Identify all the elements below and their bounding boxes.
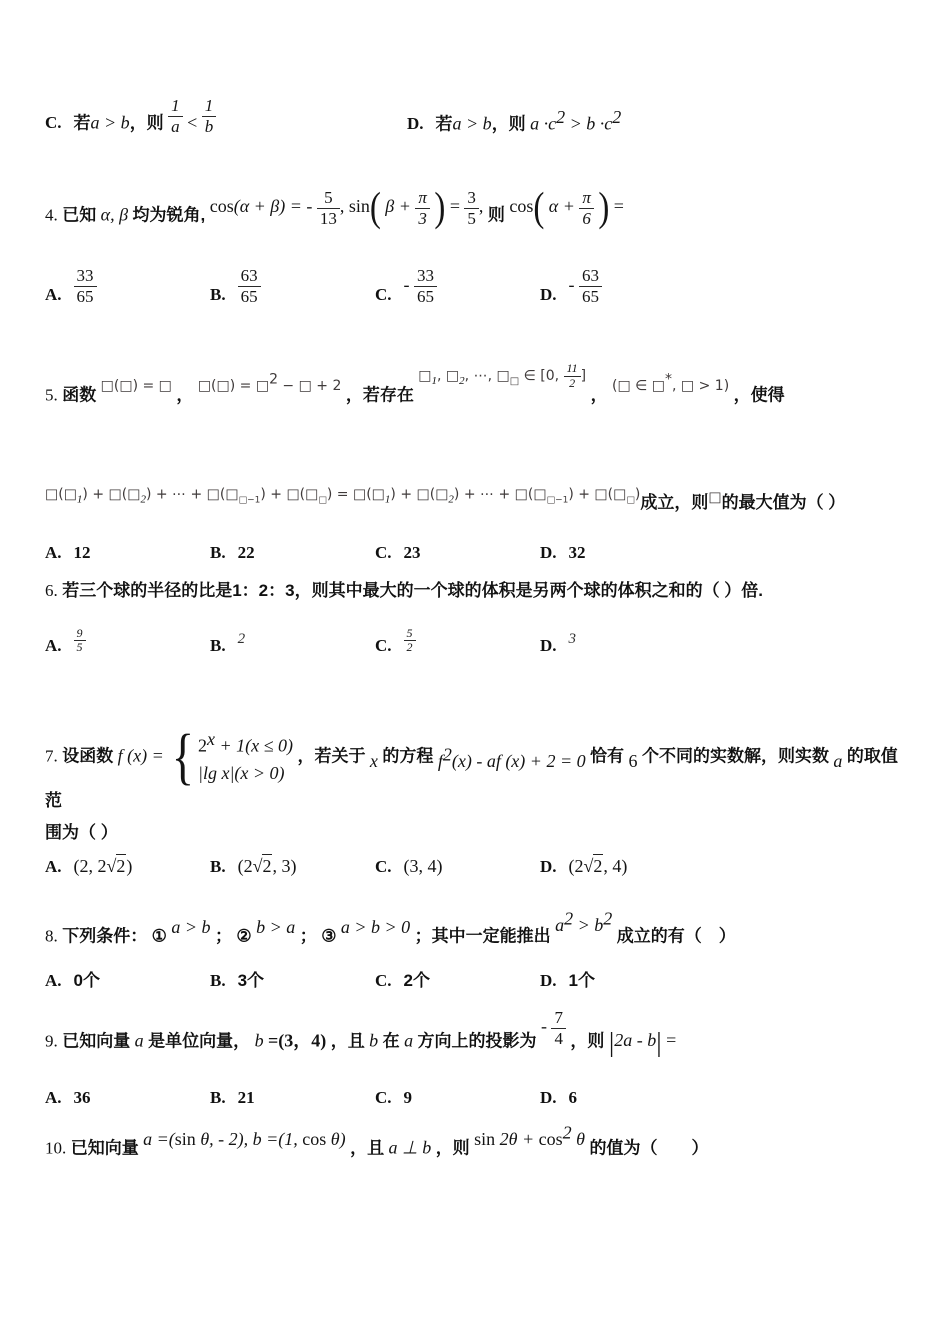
question-number: 5.	[45, 385, 58, 405]
a2-gt-b2: $a^2 > b^2$	[555, 909, 613, 936]
interval: (3, 4)	[403, 856, 443, 876]
n-condition: (□ ∈ □*, □ > 1)	[612, 372, 730, 395]
question-number: 9.	[45, 1031, 58, 1051]
equation-f2: $f^2(x)$ - af (x) + 2 = 0	[437, 744, 586, 772]
equation-tail: 成立，则□的最大值为（ ）	[640, 490, 846, 513]
sequence-domain: $□_1$, $□_2$, ⋯, $□_□$ ∈ [0, $\frac{11}{2}$ ]	[418, 361, 587, 390]
question-8-options	[45, 966, 910, 991]
abs-2a-minus-b: |2a - b| =	[608, 1027, 677, 1058]
case-1: $2^x + 1(x \le 0)$	[198, 729, 294, 756]
interval: (2, 2√2)	[73, 856, 133, 876]
option-b: B. 2	[210, 631, 246, 655]
fraction: $\frac{33}{65}$	[414, 266, 437, 306]
question-7-options	[45, 856, 910, 877]
question-10: 10. 已知向量 a =(sin θ, - 2), b =(1, cos θ) ，且 a ⊥ b ，则 $\sin 2\theta + \cos^2 \theta$ 的值为（ ）	[45, 1123, 709, 1158]
option-c: C. $\frac{5}{2}$	[375, 636, 540, 668]
question-9-options	[45, 1088, 910, 1108]
option-a: A. $\frac{33}{65}$	[45, 276, 210, 316]
option-c: C. (3, 4)	[375, 856, 443, 876]
question-6: 6. 若三个球的半径的比是1：2：3，则其中最大的一个球的体积是另两个球的体积之和的（ ）倍.	[45, 581, 764, 600]
option-d: D. - $\frac{63}{65}$	[540, 276, 910, 316]
fraction: $\frac{3}{5}$	[464, 188, 479, 228]
formula-g: □(□) = □$^2$ − □ + 2	[197, 372, 342, 395]
question-5-equation: $□(□_1)$ + $□(□_2)$ + ⋯ + $□(□_{□-1})$ + $□(□_□)$ = $□(□_1)$ + $□(□_2)$ + ⋯ + $□(□_{□-1})$ + $□(□_□)$成立，则□的最大值为（ ）	[45, 486, 846, 513]
circled-3: ③	[321, 926, 337, 946]
option-a: A. (2, 2√2)	[45, 856, 133, 876]
case-2: |lg x|(x > 0)	[198, 763, 285, 784]
prev-option-d	[407, 104, 910, 144]
option-label: C.	[45, 113, 62, 133]
question-number: 6.	[45, 581, 58, 600]
option-a: A. 12	[45, 543, 91, 562]
piecewise-cases: { $2^x + 1(x \le 0)$ |lg x|(x > 0)	[171, 723, 294, 792]
vectors-definition: a =(sin θ, - 2), b =(1, cos θ)	[143, 1129, 346, 1150]
option-a: A. 36	[45, 1088, 91, 1107]
fraction: $\frac{33}{65}$	[74, 266, 97, 306]
circled-1: ①	[151, 926, 167, 946]
fraction: $\frac{9}{5}$	[74, 627, 86, 654]
fraction: $\frac{63}{65}$	[238, 266, 261, 306]
option-b: B. 3个	[210, 971, 265, 990]
fraction: $\frac{\pi}{6}$	[579, 188, 594, 228]
option-d-text: 若a > b，则 $a \cdot c^2 > b \cdot c^2$	[435, 107, 622, 134]
prev-option-c	[45, 96, 407, 144]
option-c: C. - $\frac{33}{65}$	[375, 276, 540, 316]
question-5-options	[45, 543, 910, 563]
question-7: 7. 设函数 f (x) = { $2^x + 1(x \le 0)$ |lg x|(x > 0) ，若关于 x 的方程 $f^2(x)$ - af (x) + 2 = 0 恰有 6 个不同的实数解，则实数 a 的取值范	[45, 723, 898, 811]
option-a: A. $\frac{9}{5}$	[45, 636, 210, 668]
option-label: D.	[407, 114, 424, 134]
option-d: D. 3	[540, 631, 577, 655]
fraction: $\frac{5}{2}$	[404, 627, 416, 654]
option-c: C. 9	[375, 1088, 413, 1107]
question-9: 9. 已知向量 a 是单位向量， b =(3，4) ，且 b 在 a 方向上的投影为 - $\frac{7}{4}$ ，则 |2a - b| =	[45, 1008, 677, 1058]
option-c: C. 23	[375, 543, 421, 562]
interval: (2√2, 3)	[237, 856, 297, 876]
question-6-options	[45, 626, 910, 668]
formula-cos-alpha-pi6: cos( α + $\frac{\pi}{6}$ ) =	[509, 185, 624, 231]
question-number: 7.	[45, 746, 58, 766]
fraction: $\frac{7}{4}$	[551, 1008, 566, 1048]
interval: (2√2, 4)	[568, 856, 628, 876]
fraction: $\frac{5}{13}$	[317, 188, 340, 228]
question-4: 4. 已知 α, β 均为锐角, cos(α + β) = - $\frac{5}{13}$ , sin( β + $\frac{\pi}{3}$ ) = $\frac{3}{5}$ , 则 cos( α + $\frac{\pi}{6}$ ) =	[45, 185, 624, 231]
option-d: D. 1个	[540, 971, 595, 990]
fraction: $\frac{1}{a}$	[168, 96, 183, 136]
question-5: 5. 函数 □(□) = □ ， □(□) = □$^2$ − □ + 2 ，若存在 $□_1$, $□_2$, ⋯, $□_□$ ∈ [0, $\frac{11}{2}$ ] ， (□ ∈ □*, □ > 1) ，使得	[45, 361, 785, 405]
prev-question-options-row	[45, 96, 910, 144]
option-c: C. 2个	[375, 971, 430, 990]
fraction: $\frac{\pi}{3}$	[415, 188, 430, 228]
option-b: B. 21	[210, 1088, 255, 1107]
formula-f: □(□) = □	[100, 378, 172, 395]
fraction: $\frac{1}{b}$	[202, 96, 217, 136]
circled-2: ②	[236, 926, 252, 946]
option-b: B. $\frac{63}{65}$	[210, 276, 375, 316]
question-8: 8. 下列条件： ① a > b ； ② b > a ； ③ a > b > 0 ；其中一定能推出 $a^2 > b^2$ 成立的有（ ）	[45, 909, 736, 946]
target-expression: $\sin 2\theta + \cos^2 \theta$	[474, 1123, 585, 1150]
option-d: D. 6	[540, 1088, 578, 1107]
question-number: 10.	[45, 1138, 67, 1158]
question-number: 8.	[45, 926, 58, 946]
option-b: B. (2√2, 3)	[210, 856, 297, 876]
option-a: A. 0个	[45, 971, 100, 990]
fraction: $\frac{63}{65}$	[579, 266, 602, 306]
option-c-text: 若a > b，则 $\frac{1}{a}$ < $\frac{1}{b}$	[74, 104, 217, 144]
question-7-continued: 围为（ ）	[45, 823, 118, 842]
option-d: D. (2√2, 4)	[540, 856, 628, 876]
question-4-options	[45, 266, 910, 316]
option-d: D. 32	[540, 543, 586, 562]
option-b: B. 22	[210, 543, 255, 562]
formula-cos-alpha-beta: cos(α + β) = - $\frac{5}{13}$ , sin( β + $\frac{\pi}{3}$ ) = $\frac{3}{5}$ ,	[209, 185, 484, 231]
fraction: $\frac{11}{2}$	[564, 362, 581, 389]
projection-value: - $\frac{7}{4}$	[541, 1019, 566, 1036]
question-number: 4.	[45, 205, 58, 225]
